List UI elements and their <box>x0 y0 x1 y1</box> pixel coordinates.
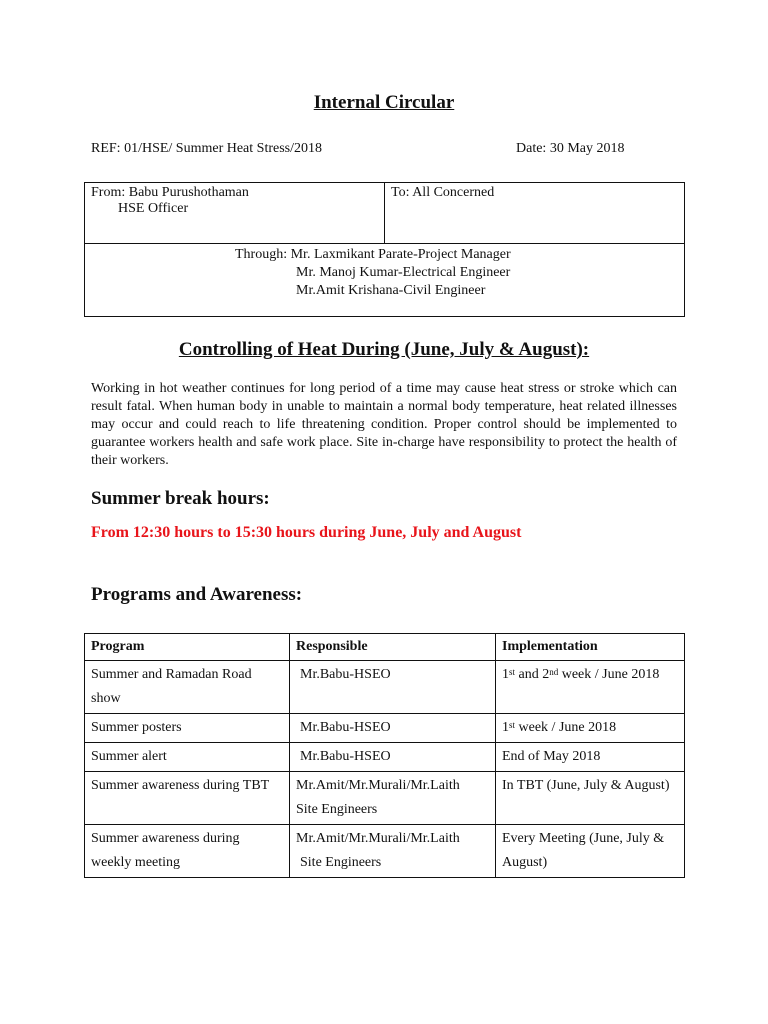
to-recipient: To: All Concerned <box>391 185 495 200</box>
through-line: Mr.Amit Krishana-Civil Engineer <box>296 283 486 298</box>
responsible-cell <box>290 661 496 714</box>
reference-number: REF: 01/HSE/ Summer Heat Stress/2018 <box>91 141 322 156</box>
programs-table <box>84 633 685 878</box>
responsible-text: Site Engineers <box>296 802 378 817</box>
responsible-cell <box>290 772 496 825</box>
impl-text: week / June 2018 <box>515 720 617 735</box>
program-cell: Summer and Ramadan Road show <box>85 661 290 714</box>
table-row <box>85 772 685 825</box>
through-line: Mr. Manoj Kumar-Electrical Engineer <box>296 265 511 280</box>
responsible-text: Mr.Babu-HSEO <box>300 667 391 682</box>
responsible-cell <box>290 743 496 772</box>
responsible-text: Mr.Babu-HSEO <box>300 720 391 735</box>
responsible-text: Mr.Amit/Mr.Murali/Mr.Laith <box>296 778 460 793</box>
responsible-text: Mr.Babu-HSEO <box>300 749 391 764</box>
implementation-cell <box>496 714 685 743</box>
to-cell <box>385 183 685 244</box>
table-row <box>85 743 685 772</box>
responsible-text: Site Engineers <box>300 855 382 870</box>
section-heading: Controlling of Heat During (June, July & August): <box>178 339 590 360</box>
implementation-cell: In TBT (June, July & August) <box>496 772 685 825</box>
column-header: Program <box>85 634 290 661</box>
responsible-cell <box>290 825 496 878</box>
column-header: Responsible <box>290 634 496 661</box>
from-name: From: Babu Purushothaman <box>91 185 249 200</box>
impl-sup: st <box>509 720 516 730</box>
break-heading: Summer break hours: <box>91 488 270 509</box>
impl-sup: st <box>509 667 516 677</box>
table-row <box>85 825 685 878</box>
intro-paragraph: Working in hot weather continues for long period of a time may cause heat stress or stroke which can result fatal. When human body in unable to maintain a normal body temperature, heat related illnesses may occur and could reach to life threatening condition. Proper control should be implemented to guarantee workers health and safe work place. Site in-charge have responsibility to protect the health of their workers. <box>91 381 677 468</box>
impl-text: and 2 <box>515 667 550 682</box>
through-cell <box>85 244 685 317</box>
through-line: Through: Mr. Laxmikant Parate-Project Manager <box>235 247 511 262</box>
table-header-row <box>85 634 685 661</box>
table-row <box>85 661 685 714</box>
implementation-cell <box>496 661 685 714</box>
program-cell: Summer posters <box>85 714 290 743</box>
responsible-cell <box>290 714 496 743</box>
implementation-cell: Every Meeting (June, July & August) <box>496 825 685 878</box>
programs-heading: Programs and Awareness: <box>91 584 303 605</box>
implementation-cell: End of May 2018 <box>496 743 685 772</box>
routing-table <box>84 182 685 317</box>
from-cell <box>85 183 385 244</box>
page-title: Internal Circular <box>313 92 455 113</box>
impl-text: week / June 2018 <box>558 667 660 682</box>
program-cell: Summer awareness during TBT <box>85 772 290 825</box>
impl-text: 1 <box>502 720 509 735</box>
program-cell: Summer alert <box>85 743 290 772</box>
impl-text: 1 <box>502 667 509 682</box>
table-row <box>85 714 685 743</box>
from-title: HSE Officer <box>118 201 189 216</box>
circular-date: Date: 30 May 2018 <box>516 141 625 156</box>
impl-sup: nd <box>549 667 559 677</box>
program-cell: Summer awareness during weekly meeting <box>85 825 290 878</box>
column-header: Implementation <box>496 634 685 661</box>
break-hours-text: From 12:30 hours to 15:30 hours during June, July and August <box>91 524 522 541</box>
responsible-text: Mr.Amit/Mr.Murali/Mr.Laith <box>296 831 460 846</box>
